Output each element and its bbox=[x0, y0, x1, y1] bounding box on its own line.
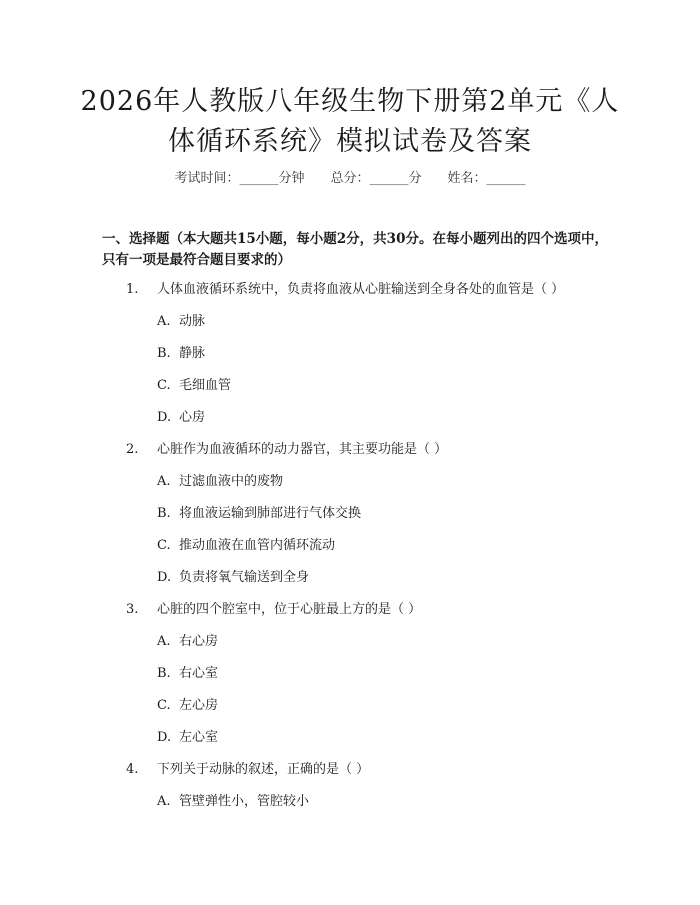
option-text: 左心室 bbox=[179, 730, 219, 745]
option-3a bbox=[157, 633, 218, 651]
total-score-field: 总分：______分 bbox=[330, 171, 422, 186]
exam-time-field: 考试时间：______分钟 bbox=[174, 171, 305, 186]
option-letter: C. bbox=[157, 378, 171, 393]
question-number: 2. bbox=[126, 442, 139, 457]
option-text: 静脉 bbox=[179, 346, 206, 361]
question-1 bbox=[126, 281, 564, 299]
option-letter: A. bbox=[157, 634, 171, 649]
question-2 bbox=[126, 441, 447, 459]
option-letter: D. bbox=[157, 570, 172, 585]
question-text: 人体血液循环系统中，负责将血液从心脏输送到全身各处的血管是（ ） bbox=[157, 282, 565, 297]
option-2b bbox=[157, 505, 361, 523]
option-letter: D. bbox=[157, 410, 172, 425]
option-text: 过滤血液中的废物 bbox=[179, 474, 284, 489]
option-text: 毛细血管 bbox=[179, 378, 232, 393]
option-letter: D. bbox=[157, 730, 172, 745]
option-text: 右心房 bbox=[179, 634, 219, 649]
option-text: 心房 bbox=[179, 410, 206, 425]
option-text: 动脉 bbox=[179, 314, 206, 329]
option-1c bbox=[157, 377, 231, 395]
option-2c bbox=[157, 537, 335, 555]
question-text: 心脏作为血液循环的动力器官，其主要功能是（ ） bbox=[157, 442, 448, 457]
exam-info bbox=[0, 170, 700, 188]
question-3 bbox=[126, 601, 421, 619]
option-1d bbox=[157, 409, 205, 427]
section-heading: 一、选择题（本大题共15小题，每小题2分，共30分。在每小题列出的四个选项中，只有一项是最符合题目要求的） bbox=[102, 231, 608, 268]
option-text: 管壁弹性小，管腔较小 bbox=[179, 794, 310, 809]
page-title: 2026年人教版八年级生物下册第2单元《人体循环系统》模拟试卷及答案 bbox=[80, 86, 620, 157]
option-letter: C. bbox=[157, 698, 171, 713]
question-text: 心脏的四个腔室中，位于心脏最上方的是（ ） bbox=[157, 602, 422, 617]
option-letter: A. bbox=[157, 474, 171, 489]
option-text: 将血液运输到肺部进行气体交换 bbox=[179, 506, 362, 521]
option-1b bbox=[157, 345, 205, 363]
question-number: 1. bbox=[126, 282, 139, 297]
option-letter: A. bbox=[157, 314, 171, 329]
option-text: 负责将氧气输送到全身 bbox=[179, 570, 310, 585]
question-number: 3. bbox=[126, 602, 139, 617]
option-letter: C. bbox=[157, 538, 171, 553]
option-text: 推动血液在血管内循环流动 bbox=[179, 538, 336, 553]
option-letter: B. bbox=[157, 666, 171, 681]
option-4a bbox=[157, 793, 309, 811]
option-3b bbox=[157, 665, 218, 683]
option-2d bbox=[157, 569, 309, 587]
option-text: 右心室 bbox=[179, 666, 219, 681]
option-letter: B. bbox=[157, 506, 171, 521]
option-2a bbox=[157, 473, 283, 491]
question-text: 下列关于动脉的叙述，正确的是（ ） bbox=[157, 762, 370, 777]
question-number: 4. bbox=[126, 762, 139, 777]
option-text: 左心房 bbox=[179, 698, 219, 713]
option-3c bbox=[157, 697, 218, 715]
option-3d bbox=[157, 729, 218, 747]
option-1a bbox=[157, 313, 205, 331]
student-name-field: 姓名：______ bbox=[447, 171, 526, 186]
option-letter: B. bbox=[157, 346, 171, 361]
question-4 bbox=[126, 761, 369, 779]
option-letter: A. bbox=[157, 794, 171, 809]
